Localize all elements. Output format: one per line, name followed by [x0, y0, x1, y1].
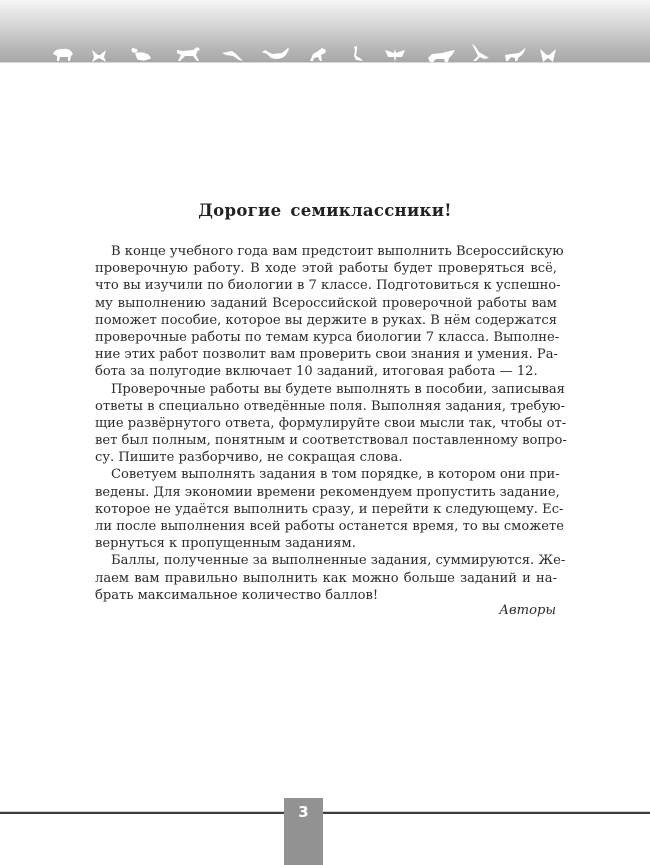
- text-line: лаем вам правильно выполнить как можно больше заданий и на-: [95, 570, 557, 586]
- whale-icon: [262, 48, 290, 62]
- horse-icon: [175, 46, 201, 62]
- text-line: что вы изучили по биологии в 7 классе. Подготовиться к успешно-: [95, 278, 561, 294]
- text-line: В конце учебного года вам предстоит выполнить Всероссийскую: [111, 244, 564, 259]
- text-line: ведены. Для экономии времени рекомендуем пропустить задание,: [95, 484, 560, 500]
- paragraph-order: [95, 466, 565, 552]
- wolf-icon: [308, 47, 328, 62]
- text-line: Советуем выполнять задания в том порядке, в котором они при-: [111, 467, 560, 483]
- text-line: проверочную работу. В ходе этой работы будет проверяться всё,: [95, 261, 557, 277]
- butterfly2-icon: [540, 49, 556, 62]
- text-line: Проверочные работы вы будете выполнять в пособии, записывая: [111, 381, 565, 397]
- text-line: вернуться к пропущенным заданиям.: [95, 536, 356, 552]
- moth-icon: [385, 48, 405, 62]
- signature-authors: Авторы: [499, 603, 556, 618]
- paragraph-intro: [95, 243, 564, 381]
- text-line: ответы в специально отведённые поля. Выполняя задания, требую-: [95, 398, 565, 414]
- fox-icon: [470, 44, 490, 62]
- header-divider: [0, 62, 650, 63]
- text-line: которое не удаётся выполнить сразу, и перейти к следующему. Ес-: [95, 501, 564, 517]
- text-line: щие развёрнутого ответа, формулируйте свои мысли так, чтобы от-: [95, 415, 567, 431]
- text-line: проверочные работы по темам курса биологии 7 класса. Выполне-: [95, 329, 560, 345]
- text-line: Баллы, полученные за выполненные задания, суммируются. Же-: [111, 553, 566, 569]
- pterosaur-icon: [222, 50, 244, 62]
- animal-silhouette-strip: [0, 44, 650, 62]
- paragraph-scores: [95, 552, 566, 604]
- text-line: поможет пособие, которое вы держите в руках. В нём содержатся: [95, 312, 557, 328]
- butterfly-icon: [92, 50, 106, 62]
- text-line: бота за полугодие включает 10 заданий, итоговая работа — 12.: [95, 364, 538, 380]
- paragraph-answers: [95, 381, 567, 467]
- page-title: Дорогие семиклассники!: [198, 201, 452, 220]
- scorpion-icon: [130, 46, 152, 62]
- text-line: су. Пишите разборчиво, не сокращая слова.: [95, 450, 403, 466]
- page-number: 3: [298, 803, 309, 821]
- bison-icon: [52, 48, 74, 62]
- text-line: му выполнению заданий Всероссийской проверочной работы вам: [95, 295, 557, 311]
- bird-icon: [352, 46, 364, 62]
- body-text: [95, 243, 567, 604]
- text-line: ли после выполнения всей работы останется время, то вы сможете: [95, 519, 565, 534]
- text-line: брать максимальное количество баллов!: [95, 587, 379, 603]
- text-line: ние этих работ позволит вам проверить свои знания и умения. Ра-: [95, 347, 558, 363]
- page-number-box: [284, 798, 323, 865]
- bull-icon: [428, 50, 456, 62]
- antelope-icon: [505, 47, 527, 62]
- text-line: вет был полным, понятным и соответствовал поставленному вопро-: [95, 433, 567, 449]
- footer-rule: [0, 812, 650, 814]
